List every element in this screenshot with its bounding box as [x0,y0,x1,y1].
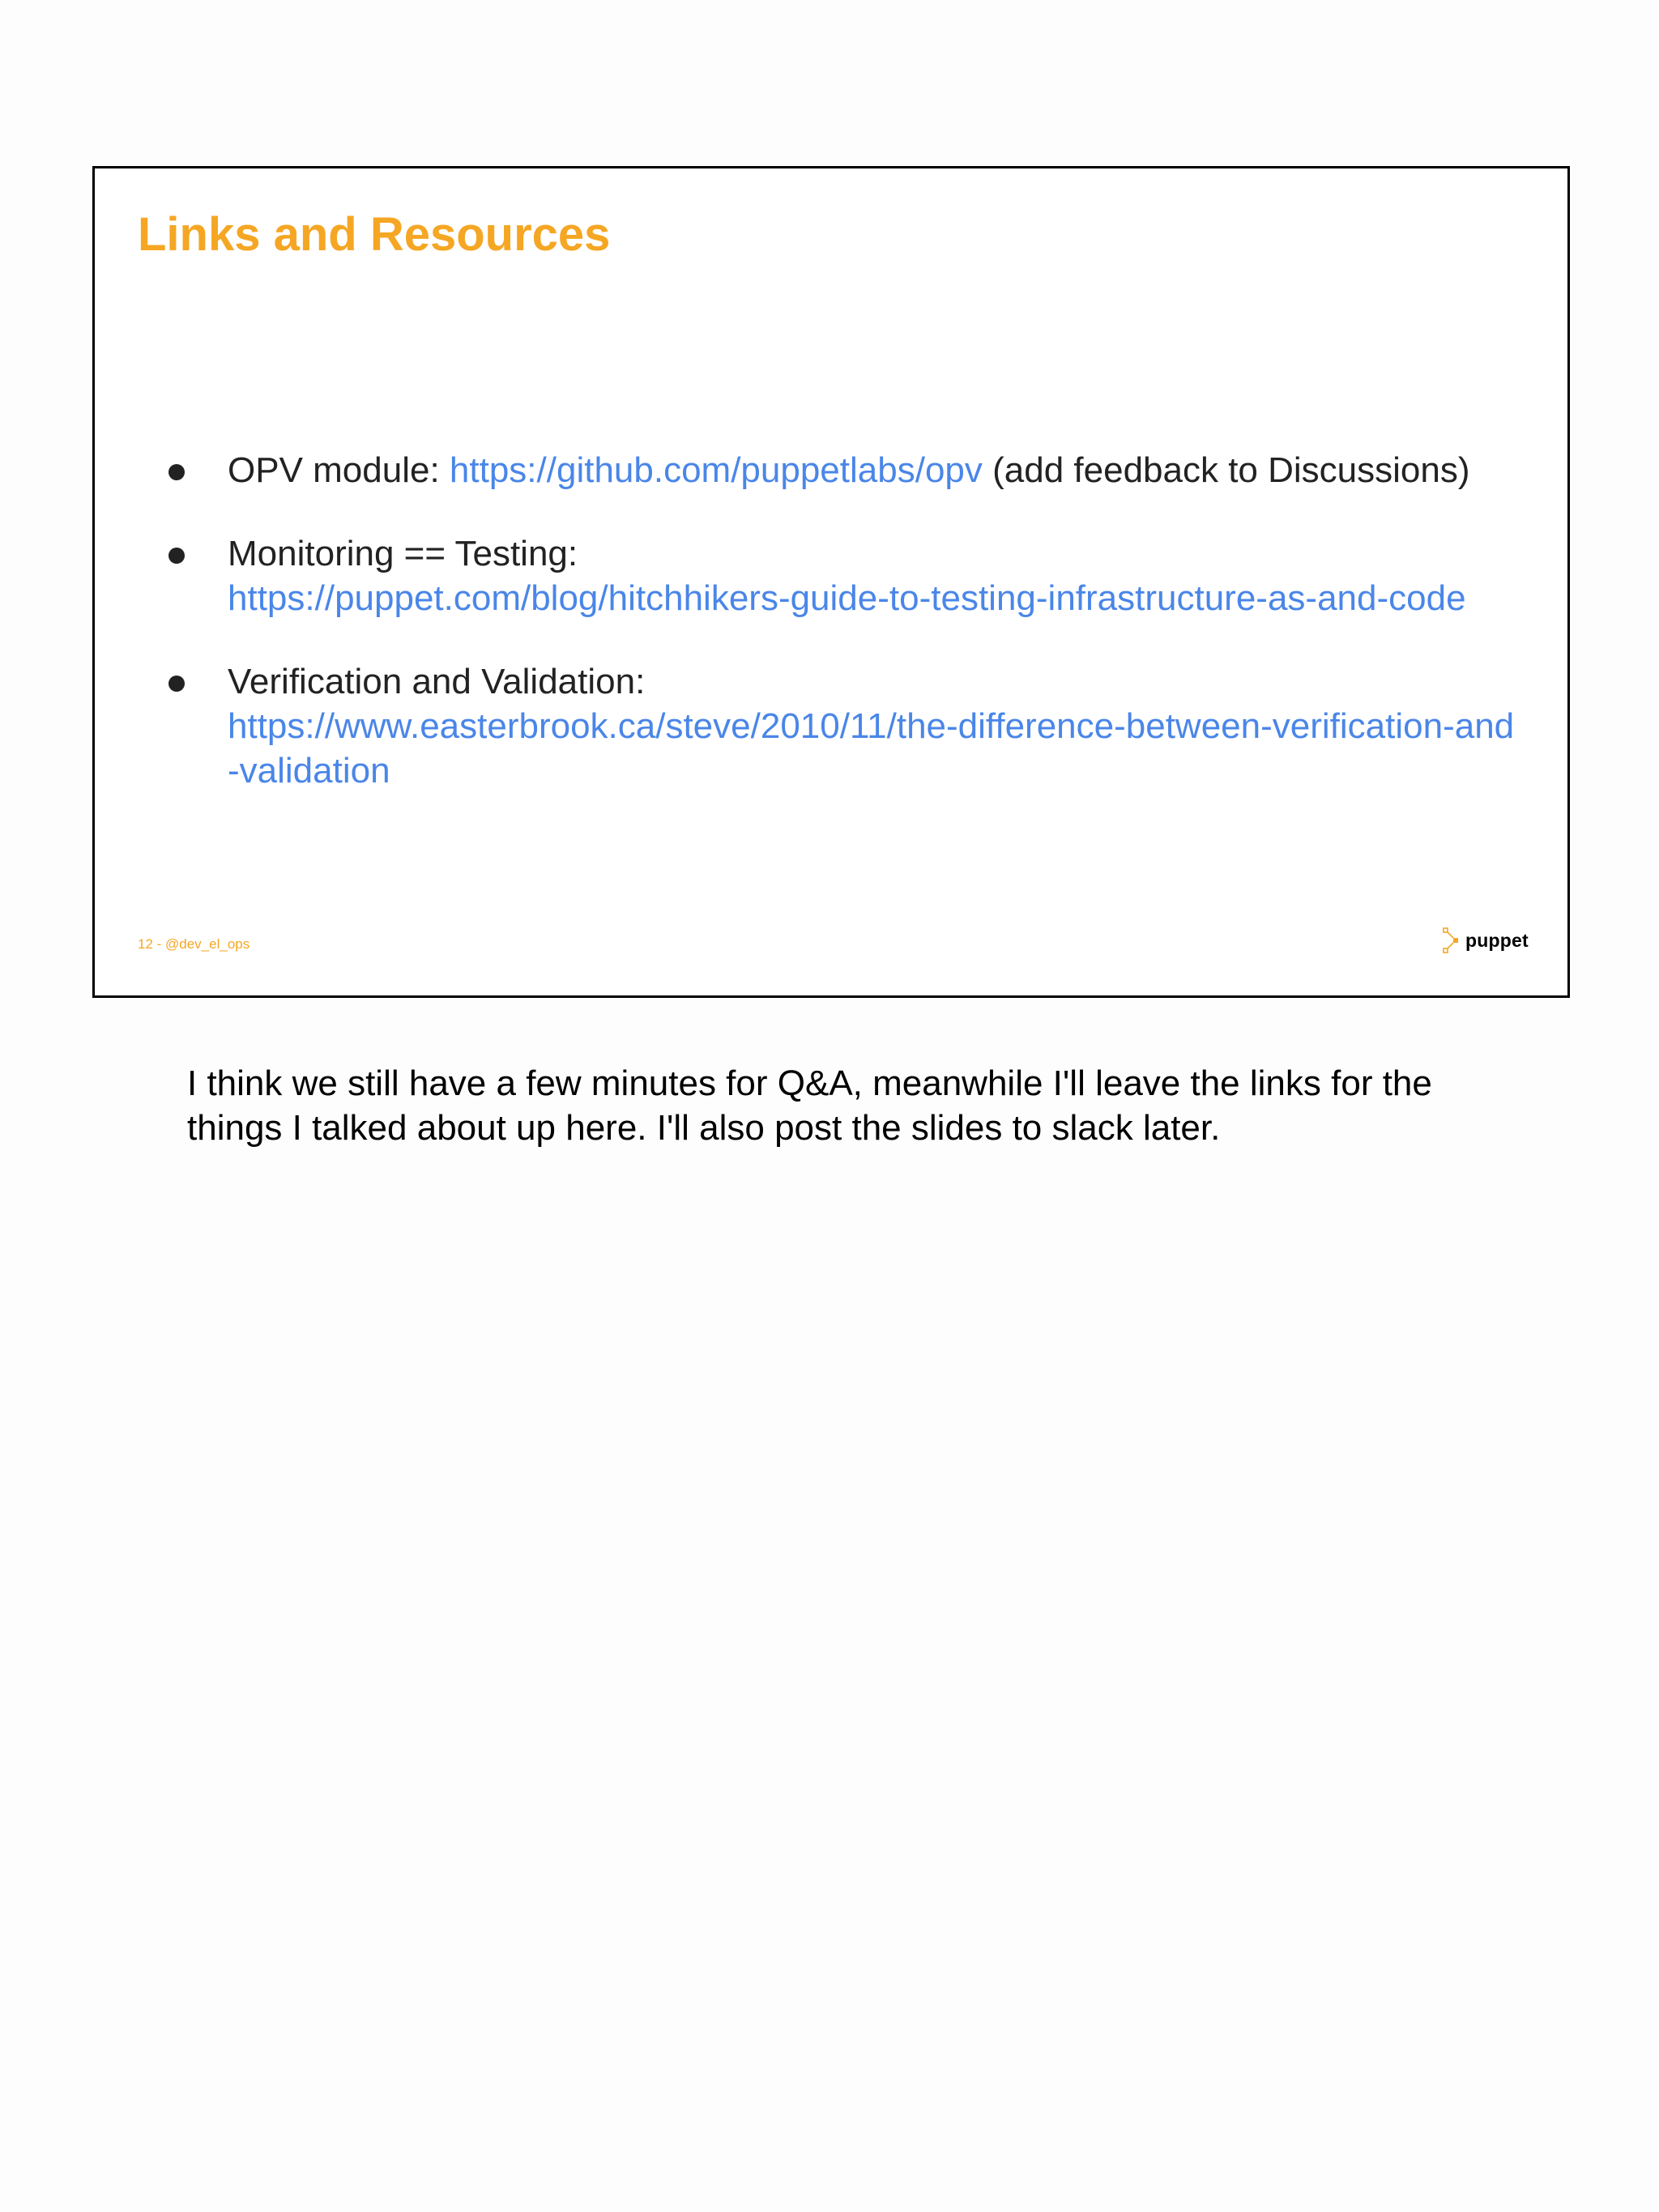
slide-footer: 12 - @dev_el_ops [138,936,250,952]
item-suffix: (add feedback to Discussions) [982,450,1470,490]
slide-title: Links and Resources [138,208,611,261]
verification-link[interactable]: https://www.easterbrook.ca/steve/2010/11/the-difference-between-verification-and-validation [228,706,1515,791]
item-label: Monitoring == Testing: [228,534,578,573]
bullet-icon [168,676,185,692]
item-label: Verification and Validation: [228,662,646,701]
bullet-icon [168,464,185,480]
puppet-logo [1443,927,1529,953]
list-item-verification [95,659,1569,793]
logo-text: puppet [1465,929,1529,951]
opv-link[interactable]: https://github.com/puppetlabs/opv [449,450,983,490]
bullet-icon [168,548,185,564]
list-item-opv [95,448,1569,492]
list-item-monitoring [95,531,1569,620]
speaker-notes: I think we still have a few minutes for Q&A, meanwhile I'll leave the links for the things I talked about up here. I'll also post the slides to slack later. [187,1063,1432,1148]
resource-list [95,448,1569,793]
puppet-logo-icon [1443,927,1461,953]
slide [92,166,1570,998]
testing-guide-link[interactable]: https://puppet.com/blog/hitchhikers-guide-to-testing-infrastructure-as-and-code [228,578,1466,618]
item-label: OPV module: [228,450,450,490]
